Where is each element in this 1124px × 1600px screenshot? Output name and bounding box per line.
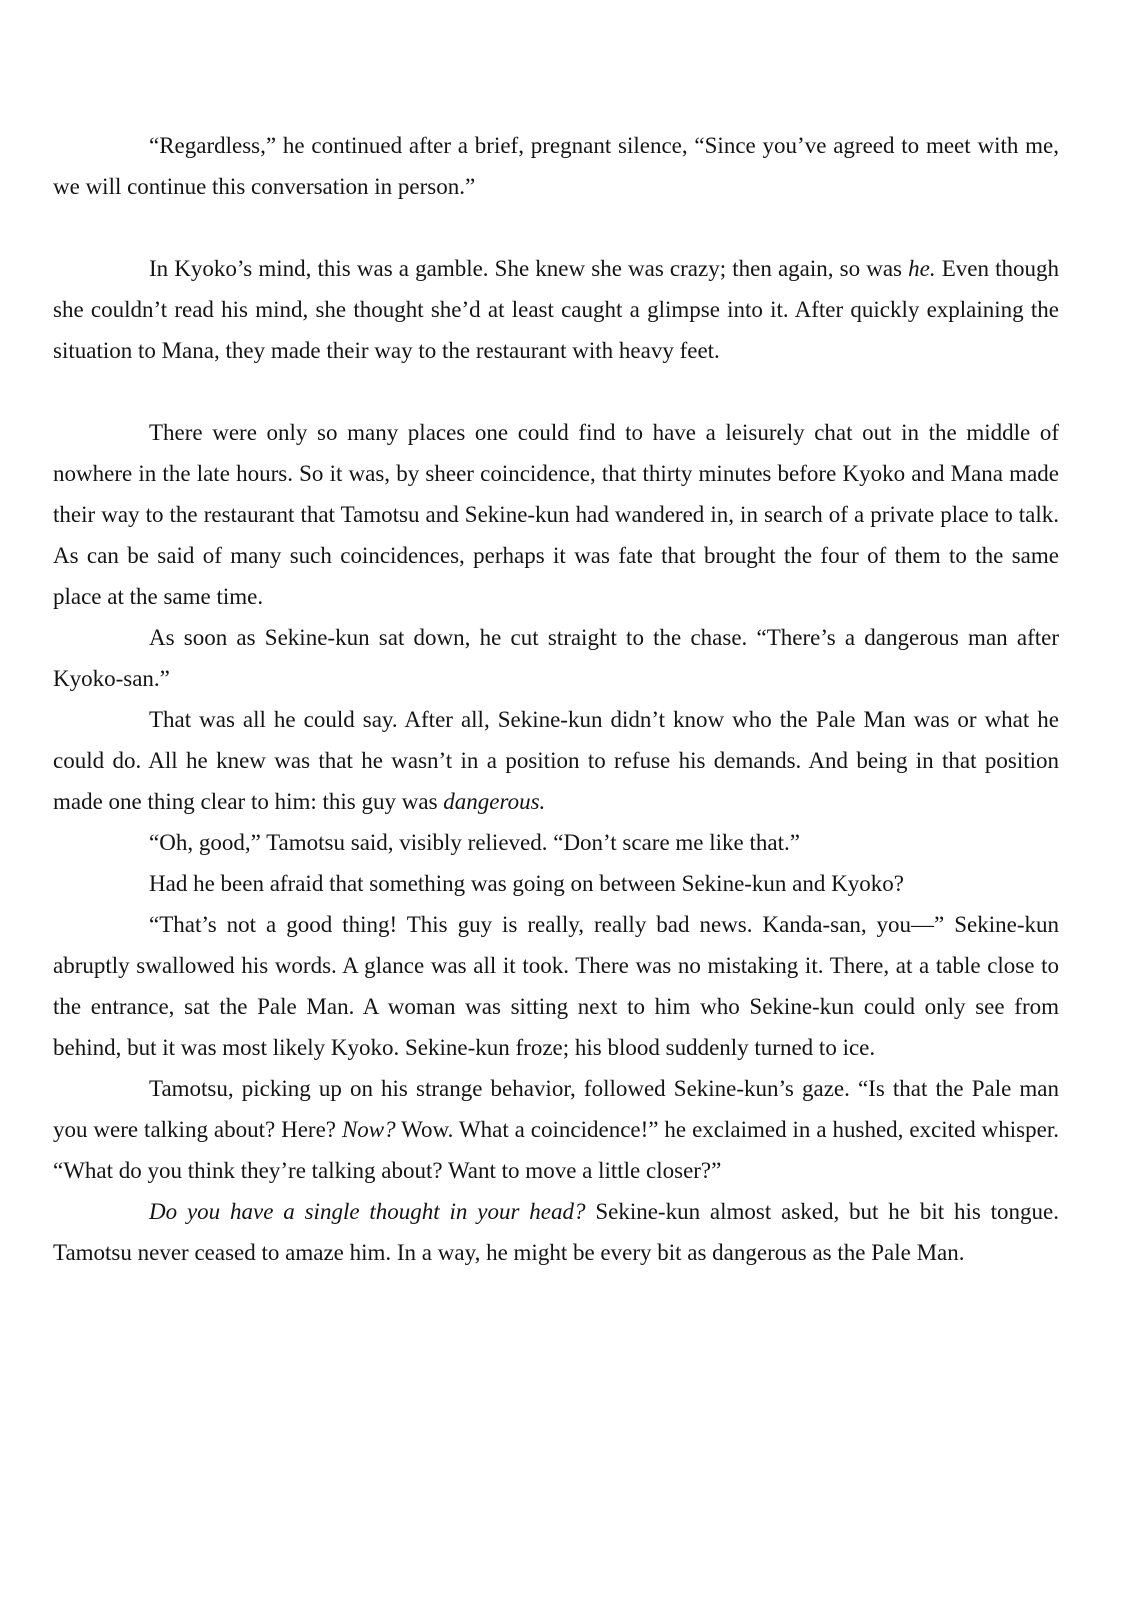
text-segment: “That’s not a good thing! This guy is really, really bad news. Kanda-san, you—” Sekine-kun abruptly swallowed his words. A glance was all it took. There was no mistaking it. There, at a table close to the entrance, sat the Pale Man. A woman was sitting next to him who Sekine-kun could only see from behind, but it was most likely Kyoko. Sekine-kun froze; his blood suddenly turned to ice. — [53, 912, 1059, 1060]
paragraph — [53, 1068, 1059, 1191]
paragraph-gap — [53, 371, 1059, 412]
paragraph — [53, 1191, 1059, 1273]
paragraph-gap — [53, 207, 1059, 248]
text-segment: “Regardless,” he continued after a brief, pregnant silence, “Since you’ve agreed to meet with me, we will continue this conversation in person.” — [53, 133, 1059, 199]
paragraph — [53, 248, 1059, 371]
italic-segment: he. — [908, 256, 936, 281]
text-segment: Wow. What a coincidence!” he exclaimed in a hushed, excited whisper. “What do you think they’re talking about? Want to move a little closer?” — [53, 1117, 1059, 1183]
text-segment: That was all he could say. After all, Sekine-kun didn’t know who the Pale Man was or what he could do. All he knew was that he wasn’t in a position to refuse his demands. And being in that position made one thing clear to him: this guy was — [53, 707, 1059, 814]
paragraph — [53, 863, 1059, 904]
paragraph — [53, 617, 1059, 699]
paragraph — [53, 904, 1059, 1068]
text-segment: There were only so many places one could find to have a leisurely chat out in the middle of nowhere in the late hours. So it was, by sheer coincidence, that thirty minutes before Kyoko and Mana made their way to the restaurant that Tamotsu and Sekine-kun had wandered in, in search of a private place to talk. As can be said of many such coincidences, perhaps it was fate that brought the four of them to the same place at the same time. — [53, 420, 1059, 609]
paragraph — [53, 699, 1059, 822]
italic-segment: Now? — [341, 1117, 396, 1142]
text-segment: Sekine-kun almost asked, but he bit his tongue. Tamotsu never ceased to amaze him. In a way, he might be every bit as dangerous as the Pale Man. — [53, 1199, 1059, 1265]
text-segment: In Kyoko’s mind, this was a gamble. She knew she was crazy; then again, so was — [149, 256, 909, 281]
paragraph — [53, 412, 1059, 617]
text-segment: Tamotsu, picking up on his strange behavior, followed Sekine-kun’s gaze. “Is that the Pale man you were talking about? Here? — [53, 1076, 1059, 1142]
italic-segment: dangerous. — [443, 789, 546, 814]
text-segment: Even though she couldn’t read his mind, she thought she’d at least caught a glimpse into it. After quickly explaining the situation to Mana, they made their way to the restaurant with heavy feet. — [53, 256, 1059, 363]
paragraph — [53, 822, 1059, 863]
page-body — [53, 125, 1059, 1273]
italic-segment: Do you have a single thought in your head? — [149, 1199, 586, 1224]
text-segment: Had he been afraid that something was going on between Sekine-kun and Kyoko? — [149, 871, 904, 896]
text-segment: As soon as Sekine-kun sat down, he cut straight to the chase. “There’s a dangerous man after Kyoko-san.” — [53, 625, 1059, 691]
text-segment: “Oh, good,” Tamotsu said, visibly relieved. “Don’t scare me like that.” — [149, 830, 800, 855]
paragraph — [53, 125, 1059, 207]
